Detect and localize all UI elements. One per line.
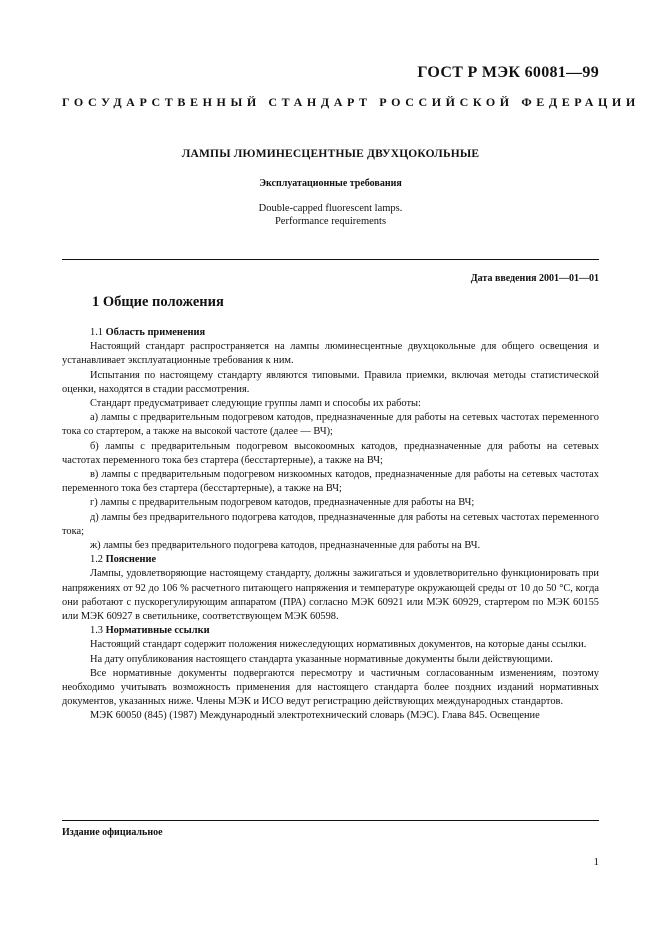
subsection-title: Область применения: [105, 327, 206, 338]
paragraph: На дату опубликования настоящего стандарта указанные нормативные документы были действующими.: [90, 653, 553, 665]
english-title-line-1: Double-capped fluorescent lamps.: [258, 203, 403, 214]
paragraph: Все нормативные документы подвергаются пересмотру и частичным согласованным изменениям, поэтому необходимо учитывать возможность применения для настоящего стандарта более поздних изданий нормативных документов, указанных ниже. Члены МЭК и ИСО ведут регистрацию действующих международных стандартов.: [62, 667, 599, 708]
list-item: а) лампы с предварительным подогревом катодов, предназначенные для работы на сетевых частотах переменного тока со стартером, а также на высокой частоте (далее — ВЧ);: [62, 412, 599, 438]
paragraph: Стандарт предусматривает следующие группы ламп и способы их работы:: [90, 398, 421, 410]
english-title-line-2: Performance requirements: [274, 216, 387, 227]
edition-label: Издание официальное: [62, 827, 163, 838]
list-item: б) лампы с предварительным подогревом высокоомных катодов, предназначенные для работы на сетевых частотах переменного тока без стартера (бесстартерные), а также на ВЧ;: [62, 440, 599, 466]
top-divider: [62, 259, 599, 260]
body-text: [62, 326, 599, 724]
paragraph: Лампы, удовлетворяющие настоящему стандарту, должны зажигаться и удовлетворительно функционировать при напряжениях от 92 до 106 % расчетного питающего напряжения и температуре окружающей среды от 10 до 50 °С, когда они работают с пускорегулирующим аппаратом (ПРА) согласно МЭК 60921 или МЭК 60929, стартером по МЭК 60155 или МЭК 60927 в светильнике, соответствующем МЭК 60598.: [62, 568, 599, 623]
english-title: [62, 202, 599, 228]
document-subtitle: Эксплуатационные требования: [259, 178, 402, 189]
effective-date: Дата введения 2001—01—01: [470, 273, 599, 284]
paragraph: Настоящий стандарт содержит положения нижеследующих нормативных документов, на которые даны ссылки.: [90, 639, 587, 651]
paragraph: МЭК 60050 (845) (1987) Международный электротехнический словарь (МЭС). Глава 845. Освещение: [90, 710, 540, 722]
page-number: 1: [593, 856, 599, 868]
list-item: г) лампы с предварительным подогревом катодов, предназначенные для работы на ВЧ;: [90, 497, 475, 509]
subsection-number: 1.3: [90, 625, 106, 637]
document-code: ГОСТ Р МЭК 60081—99: [417, 64, 599, 81]
bottom-divider: [62, 820, 599, 821]
organization-line: ГОСУДАРСТВЕННЫЙ СТАНДАРТ РОССИЙСКОЙ ФЕДЕРАЦИИ: [62, 95, 640, 109]
paragraph: Настоящий стандарт распространяется на лампы люминесцентные двухцокольные для общего освещения и устанавливает эксплуатационные требования к ним.: [62, 341, 599, 367]
subsection-1-1: [62, 326, 599, 340]
list-item: д) лампы без предварительного подогрева катодов, предназначенные для работы на сетевых частотах переменного тока;: [62, 511, 599, 537]
subsection-title: Нормативные ссылки: [105, 625, 210, 637]
list-item: в) лампы с предварительным подогревом низкоомных катодов, предназначенные для работы на сетевых частотах переменного тока без стартера (бесстартерные), а также на ВЧ;: [62, 469, 599, 495]
document-title: ЛАМПЫ ЛЮМИНЕСЦЕНТНЫЕ ДВУХЦОКОЛЬНЫЕ: [181, 148, 480, 160]
subsection-number: 1.2: [90, 554, 106, 566]
subsection-title: Пояснение: [105, 554, 157, 566]
list-item: ж) лампы без предварительного подогрева катодов, предназначенные для работы на ВЧ.: [90, 540, 481, 552]
paragraph: Испытания по настоящему стандарту являются типовыми. Правила приемки, включая методы статистической оценки, находятся в стадии рассмотрения.: [62, 369, 599, 395]
subsection-number: 1.1: [90, 327, 106, 338]
subsection-1-3: [62, 624, 599, 638]
section-title: 1 Общие положения: [92, 294, 224, 310]
subsection-1-2: [62, 553, 599, 567]
